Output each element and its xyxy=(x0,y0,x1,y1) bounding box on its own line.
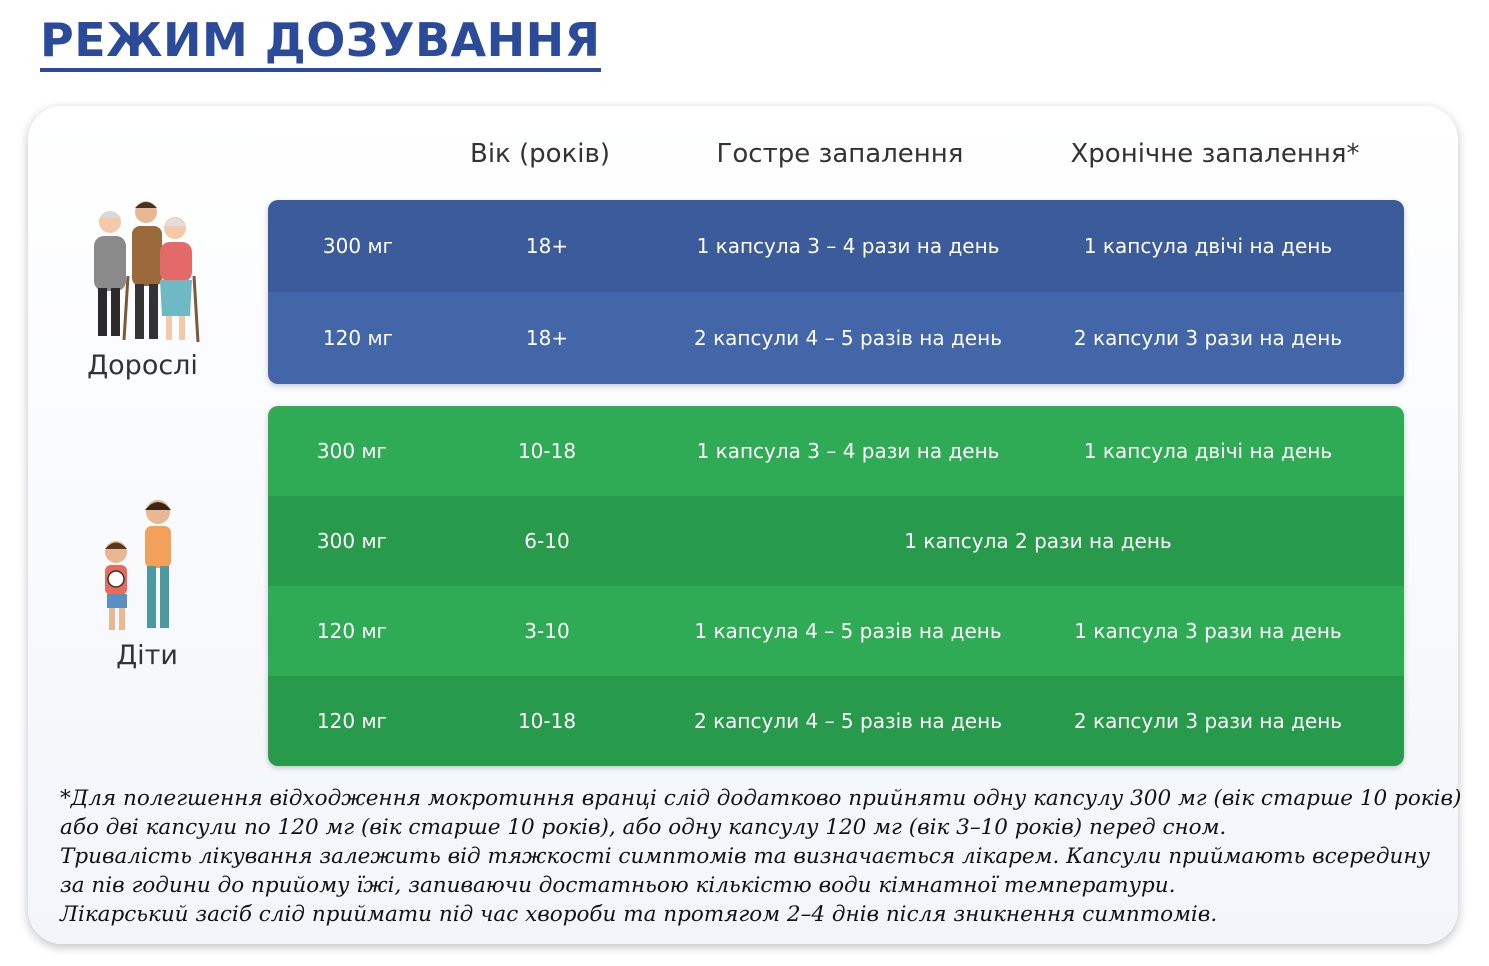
group-label-adults: Дорослі xyxy=(87,350,198,381)
column-header-age: Вік (років) xyxy=(470,139,610,169)
table-row xyxy=(268,676,1404,766)
adults-dosage-table xyxy=(268,200,1404,384)
dose-cell: 120 мг xyxy=(322,326,394,350)
age-cell: 3-10 xyxy=(524,619,570,643)
age-cell: 18+ xyxy=(525,326,569,350)
adults-illustration xyxy=(80,196,205,346)
table-row xyxy=(268,496,1404,586)
acute-cell: 2 капсули 4 – 5 разів на день xyxy=(694,326,1002,350)
age-cell: 10-18 xyxy=(517,439,577,463)
table-row xyxy=(268,586,1404,676)
group-label-children: Діти xyxy=(116,640,178,671)
dose-cell: 120 мг xyxy=(316,619,388,643)
dose-cell: 120 мг xyxy=(316,709,388,733)
footnote-line: *Для полегшення відходження мокротиння вранці слід додатково прийняти одну капсулу 300 мг (вік старше 10 років) xyxy=(60,786,1462,811)
table-row xyxy=(268,292,1404,384)
acute-cell: 1 капсула 3 – 4 рази на день xyxy=(696,234,1000,258)
footnote-line: або дві капсули по 120 мг (вік старше 10 років), або одну капсулу 120 мг (вік 3–10 років) перед сном. xyxy=(60,815,1227,840)
acute-cell: 2 капсули 4 – 5 разів на день xyxy=(694,709,1002,733)
chronic-cell: 2 капсули 3 рази на день xyxy=(1073,709,1343,733)
dose-cell: 300 мг xyxy=(316,529,388,553)
acute-cell: 1 капсула 3 – 4 рази на день xyxy=(696,439,1000,463)
children-dosage-table xyxy=(268,406,1404,766)
column-header-chronic: Хронічне запалення* xyxy=(1070,139,1360,169)
footnote-line: за пів години до прийому їжі, запиваючи достатньою кількістю води кімнатної температури. xyxy=(60,873,1176,898)
column-header-acute: Гостре запалення xyxy=(716,139,964,169)
table-row xyxy=(268,406,1404,496)
combined-dose-cell: 1 капсула 2 рази на день xyxy=(904,529,1172,553)
chronic-cell: 2 капсули 3 рази на день xyxy=(1073,326,1343,350)
footnote xyxy=(60,784,1462,929)
footnote-line: Тривалість лікування залежить від тяжкості симптомів та визначається лікарем. Капсули приймають всередину xyxy=(60,844,1430,869)
dose-cell: 300 мг xyxy=(316,439,388,463)
page-title: РЕЖИМ ДОЗУВАННЯ xyxy=(40,12,601,72)
chronic-cell: 1 капсула двічі на день xyxy=(1083,234,1333,258)
table-row xyxy=(268,200,1404,292)
footnote-line: Лікарський засіб слід приймати під час хвороби та протягом 2–4 днів після зникнення симптомів. xyxy=(60,902,1218,927)
chronic-cell: 1 капсула двічі на день xyxy=(1083,439,1333,463)
dose-cell: 300 мг xyxy=(322,234,394,258)
chronic-cell: 1 капсула 3 рази на день xyxy=(1074,619,1342,643)
children-illustration xyxy=(96,494,186,634)
age-cell: 10-18 xyxy=(517,709,577,733)
age-cell: 18+ xyxy=(525,234,569,258)
age-cell: 6-10 xyxy=(524,529,570,553)
acute-cell: 1 капсула 4 – 5 разів на день xyxy=(694,619,1002,643)
